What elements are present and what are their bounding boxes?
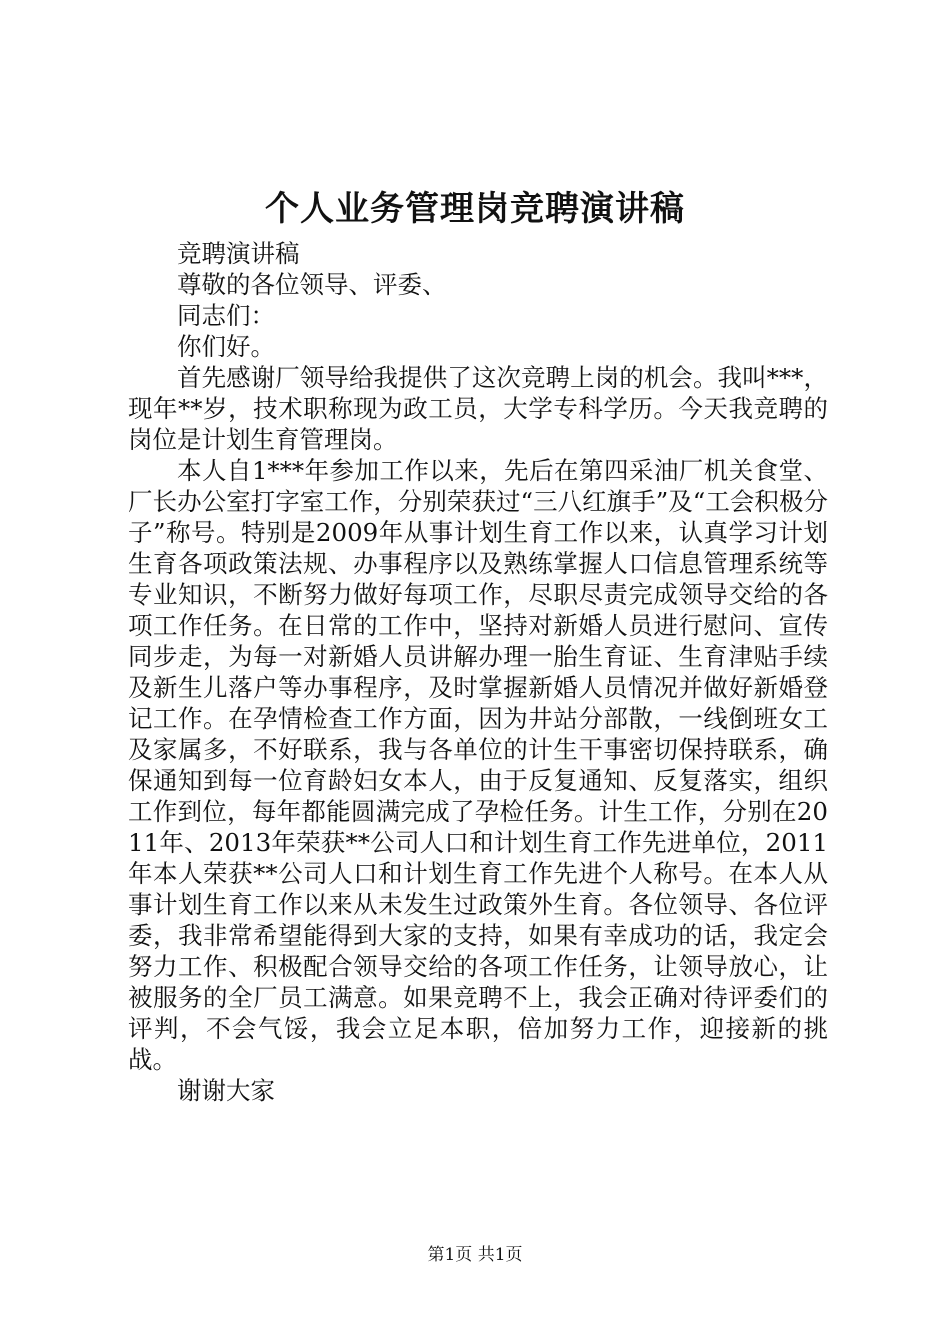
salutation-line-1: 尊敬的各位领导、评委、 xyxy=(177,270,447,299)
page-footer: 第1页 共1页 xyxy=(427,1245,523,1265)
heading-line: 竞聘演讲稿 xyxy=(177,239,300,268)
salutation-line-2: 同志们： xyxy=(177,301,275,330)
paragraph-intro: 首先感谢厂领导给我提供了这次竞聘上岗的机会。我叫***，现年**岁，技术职称现为政工员，大学专科学历。今天我竞聘的岗位是计划生育管理岗。 xyxy=(128,363,828,454)
paragraph-experience: 本人自1***年参加工作以来，先后在第四采油厂机关食堂、厂长办公室打字室工作，分别荣获过“三八红旗手”及“工会积极分子”称号。特别是2009年从事计划生育工作以来，认真学习计划生育各项政策法规、办事程序以及熟练掌握人口信息管理系统等专业知识，不断努力做好每项工作，尽职尽责完成领导交给的各项工作任务。在日常的工作中，坚持对新婚人员进行慰问、宣传同步走，为每一对新婚人员讲解办理一胎生育证、生育津贴手续及新生儿落户等办事程序，及时掌握新婚人员情况并做好新婚登记工作。在孕情检查工作方面，因为井站分部散，一线倒班女工及家属多，不好联系，我与各单位的计生干事密切保持联系，确保通知到每一位育龄妇女本人，由于反复通知、反复落实，组织工作到位，每年都能圆满完成了孕检任务。计生工作，分别在2011年、2013年荣获**公司人口和计划生育工作先进单位，2011年本人荣获**公司人口和计划生育工作先进个人称号。在本人从事计划生育工作以来从未发生过政策外生育。各位领导、各位评委，我非常希望能得到大家的支持，如果有幸成功的话，我定会努力工作、积极配合领导交给的各项工作任务，让领导放心，让被服务的全厂员工满意。如果竞聘不上，我会正确对待评委们的评判，不会气馁，我会立足本职，倍加努力工作，迎接新的挑战。 xyxy=(128,456,828,1074)
document-body xyxy=(128,238,828,1106)
greeting-line: 你们好。 xyxy=(177,332,275,361)
document-title: 个人业务管理岗竞聘演讲稿 xyxy=(265,189,685,229)
closing-line: 谢谢大家 xyxy=(177,1076,275,1105)
